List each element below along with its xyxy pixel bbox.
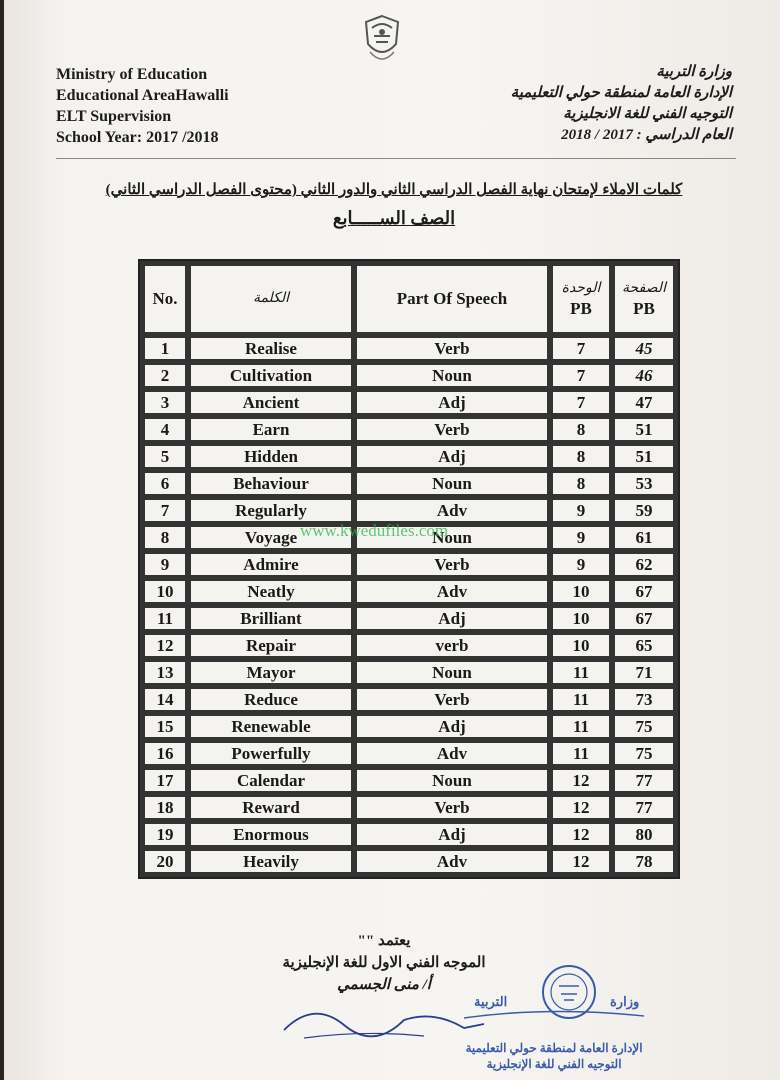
- header-part-of-speech: Part Of Speech: [356, 265, 548, 333]
- cell-no: 3: [144, 391, 186, 414]
- cell-part-of-speech: Adj: [356, 715, 548, 738]
- cell-page: 59: [614, 499, 674, 522]
- signer-role: الموجه الفني الاول للغة الإنجليزية: [282, 955, 486, 971]
- cell-word: Heavily: [190, 850, 352, 873]
- cell-page: 51: [614, 445, 674, 468]
- cell-no: 15: [144, 715, 186, 738]
- table-row: [144, 634, 674, 657]
- cell-word: Enormous: [190, 823, 352, 846]
- cell-part-of-speech: Verb: [356, 553, 548, 576]
- cell-page: 80: [614, 823, 674, 846]
- header-arabic: [432, 62, 732, 146]
- cell-unit: 7: [552, 364, 610, 387]
- cell-part-of-speech: Noun: [356, 526, 548, 549]
- cell-page: 47: [614, 391, 674, 414]
- cell-unit: 9: [552, 526, 610, 549]
- cell-no: 5: [144, 445, 186, 468]
- cell-page: 51: [614, 418, 674, 441]
- header-en-line: School Year: 2017 /2018: [56, 129, 219, 146]
- cell-word: Neatly: [190, 580, 352, 603]
- cell-word: Repair: [190, 634, 352, 657]
- header-ar-line: التوجيه الفني للغة الانجليزية: [563, 106, 732, 122]
- cell-page: 67: [614, 580, 674, 603]
- cell-no: 9: [144, 553, 186, 576]
- table-row: [144, 742, 674, 765]
- cell-unit: 12: [552, 769, 610, 792]
- cell-page: 71: [614, 661, 674, 684]
- cell-no: 19: [144, 823, 186, 846]
- cell-word: Ancient: [190, 391, 352, 414]
- watermark-text: www.kwedufiles.com: [300, 521, 449, 540]
- cell-no: 17: [144, 769, 186, 792]
- header-page-label: الصفحة: [622, 281, 666, 296]
- cell-word: Hidden: [190, 445, 352, 468]
- header-ar-line: الإدارة العامة لمنطقة حولي التعليمية: [510, 85, 732, 101]
- cell-unit: 10: [552, 580, 610, 603]
- cell-word: Voyage: [190, 526, 352, 549]
- cell-part-of-speech: Adv: [356, 742, 548, 765]
- cell-page: 65: [614, 634, 674, 657]
- header-unit: [552, 265, 610, 333]
- cell-part-of-speech: Verb: [356, 796, 548, 819]
- cell-page: 75: [614, 715, 674, 738]
- cell-page: 77: [614, 769, 674, 792]
- cell-part-of-speech: Adj: [356, 391, 548, 414]
- cell-unit: 12: [552, 850, 610, 873]
- cell-word: Cultivation: [190, 364, 352, 387]
- cell-part-of-speech: Adv: [356, 580, 548, 603]
- cell-unit: 8: [552, 445, 610, 468]
- cell-no: 12: [144, 634, 186, 657]
- header-divider: [56, 158, 736, 159]
- table-row: [144, 823, 674, 846]
- document-page: [4, 0, 780, 1080]
- table-row: [144, 850, 674, 873]
- cell-no: 8: [144, 526, 186, 549]
- header-page-pb: PB: [633, 299, 655, 318]
- cell-unit: 10: [552, 634, 610, 657]
- header-en-line: ELT Supervision: [56, 108, 172, 125]
- header-en-line: Educational AreaHawalli: [56, 87, 229, 104]
- table-row: [144, 607, 674, 630]
- cell-word: Renewable: [190, 715, 352, 738]
- table-row: [144, 715, 674, 738]
- cell-part-of-speech: Adj: [356, 823, 548, 846]
- cell-unit: 8: [552, 418, 610, 441]
- cell-unit: 11: [552, 715, 610, 738]
- cell-word: Earn: [190, 418, 352, 441]
- cell-word: Powerfully: [190, 742, 352, 765]
- cell-no: 2: [144, 364, 186, 387]
- header-ar-line: العام الدراسي : 2017 / 2018: [561, 127, 732, 143]
- cell-no: 7: [144, 499, 186, 522]
- table-body: [144, 337, 674, 873]
- table-row: [144, 769, 674, 792]
- table-row: [144, 499, 674, 522]
- cell-unit: 7: [552, 391, 610, 414]
- cell-no: 13: [144, 661, 186, 684]
- cell-unit: 8: [552, 472, 610, 495]
- cell-part-of-speech: Adv: [356, 499, 548, 522]
- cell-no: 14: [144, 688, 186, 711]
- signer-name: أ/ منى الجسمي: [337, 977, 431, 993]
- cell-part-of-speech: Noun: [356, 472, 548, 495]
- cell-part-of-speech: Adj: [356, 445, 548, 468]
- cell-page: 73: [614, 688, 674, 711]
- cell-page: 78: [614, 850, 674, 873]
- approval-label: يعتمد "": [357, 933, 411, 949]
- cell-word: Behaviour: [190, 472, 352, 495]
- cell-word: Brilliant: [190, 607, 352, 630]
- table-row: [144, 553, 674, 576]
- header-english: [56, 64, 229, 148]
- table-row: [144, 391, 674, 414]
- cell-no: 11: [144, 607, 186, 630]
- cell-part-of-speech: Adj: [356, 607, 548, 630]
- cell-part-of-speech: Verb: [356, 688, 548, 711]
- table-row: [144, 688, 674, 711]
- table-row: [144, 472, 674, 495]
- cell-no: 16: [144, 742, 186, 765]
- stamp-word: وزارة: [610, 994, 640, 1009]
- cell-no: 1: [144, 337, 186, 360]
- header-ar-line: وزارة التربية: [656, 64, 732, 80]
- grade-title: الصف الســـــابع: [332, 208, 456, 228]
- cell-word: Calendar: [190, 769, 352, 792]
- table-row: [144, 661, 674, 684]
- cell-unit: 12: [552, 823, 610, 846]
- cell-no: 6: [144, 472, 186, 495]
- cell-page: 67: [614, 607, 674, 630]
- cell-part-of-speech: Adv: [356, 850, 548, 873]
- stamp-line: الإدارة العامة لمنطقة حولي التعليمية: [465, 1041, 643, 1055]
- header-en-line: Ministry of Education: [56, 66, 208, 83]
- table-row: [144, 445, 674, 468]
- cell-part-of-speech: Noun: [356, 661, 548, 684]
- cell-page: 53: [614, 472, 674, 495]
- cell-unit: 11: [552, 688, 610, 711]
- header-no: No.: [144, 265, 186, 333]
- cell-word: Admire: [190, 553, 352, 576]
- cell-word: Reward: [190, 796, 352, 819]
- cell-page: 75: [614, 742, 674, 765]
- cell-word: Regularly: [190, 499, 352, 522]
- cell-unit: 12: [552, 796, 610, 819]
- header-word: [190, 265, 352, 333]
- cell-word: Mayor: [190, 661, 352, 684]
- cell-part-of-speech: verb: [356, 634, 548, 657]
- cell-page: 61: [614, 526, 674, 549]
- cell-unit: 10: [552, 607, 610, 630]
- cell-unit: 9: [552, 499, 610, 522]
- cell-word: Reduce: [190, 688, 352, 711]
- table-row: [144, 364, 674, 387]
- spelling-words-table: [138, 259, 680, 879]
- cell-no: 18: [144, 796, 186, 819]
- table-row: [144, 580, 674, 603]
- cell-no: 4: [144, 418, 186, 441]
- cell-page: 77: [614, 796, 674, 819]
- table-row: [144, 337, 674, 360]
- cell-part-of-speech: Verb: [356, 418, 548, 441]
- cell-part-of-speech: Verb: [356, 337, 548, 360]
- cell-page: 62: [614, 553, 674, 576]
- cell-no: 20: [144, 850, 186, 873]
- cell-page: 45: [614, 337, 674, 360]
- stamp-line: التوجيه الفني للغة الإنجليزية: [486, 1057, 622, 1071]
- header-word-label: الكلمة: [252, 291, 290, 306]
- kuwait-emblem-icon: [358, 12, 406, 68]
- cell-page: 46: [614, 364, 674, 387]
- cell-part-of-speech: Noun: [356, 769, 548, 792]
- table-row: [144, 418, 674, 441]
- cell-unit: 9: [552, 553, 610, 576]
- cell-no: 10: [144, 580, 186, 603]
- cell-unit: 11: [552, 661, 610, 684]
- header-unit-pb: PB: [570, 299, 592, 318]
- document-title: كلمات الاملاء لإمتحان نهاية الفصل الدراسي الثاني والدور الثاني (محتوى الفصل الدراسي الثاني): [105, 182, 683, 198]
- table-header-row: [144, 265, 674, 333]
- cell-unit: 11: [552, 742, 610, 765]
- cell-part-of-speech: Noun: [356, 364, 548, 387]
- table-row: [144, 796, 674, 819]
- header-page: [614, 265, 674, 333]
- stamp-bottom-text: [454, 1040, 654, 1072]
- cell-word: Realise: [190, 337, 352, 360]
- cell-unit: 7: [552, 337, 610, 360]
- header-unit-label: الوحدة: [561, 281, 601, 296]
- stamp-word: التربية: [474, 994, 508, 1009]
